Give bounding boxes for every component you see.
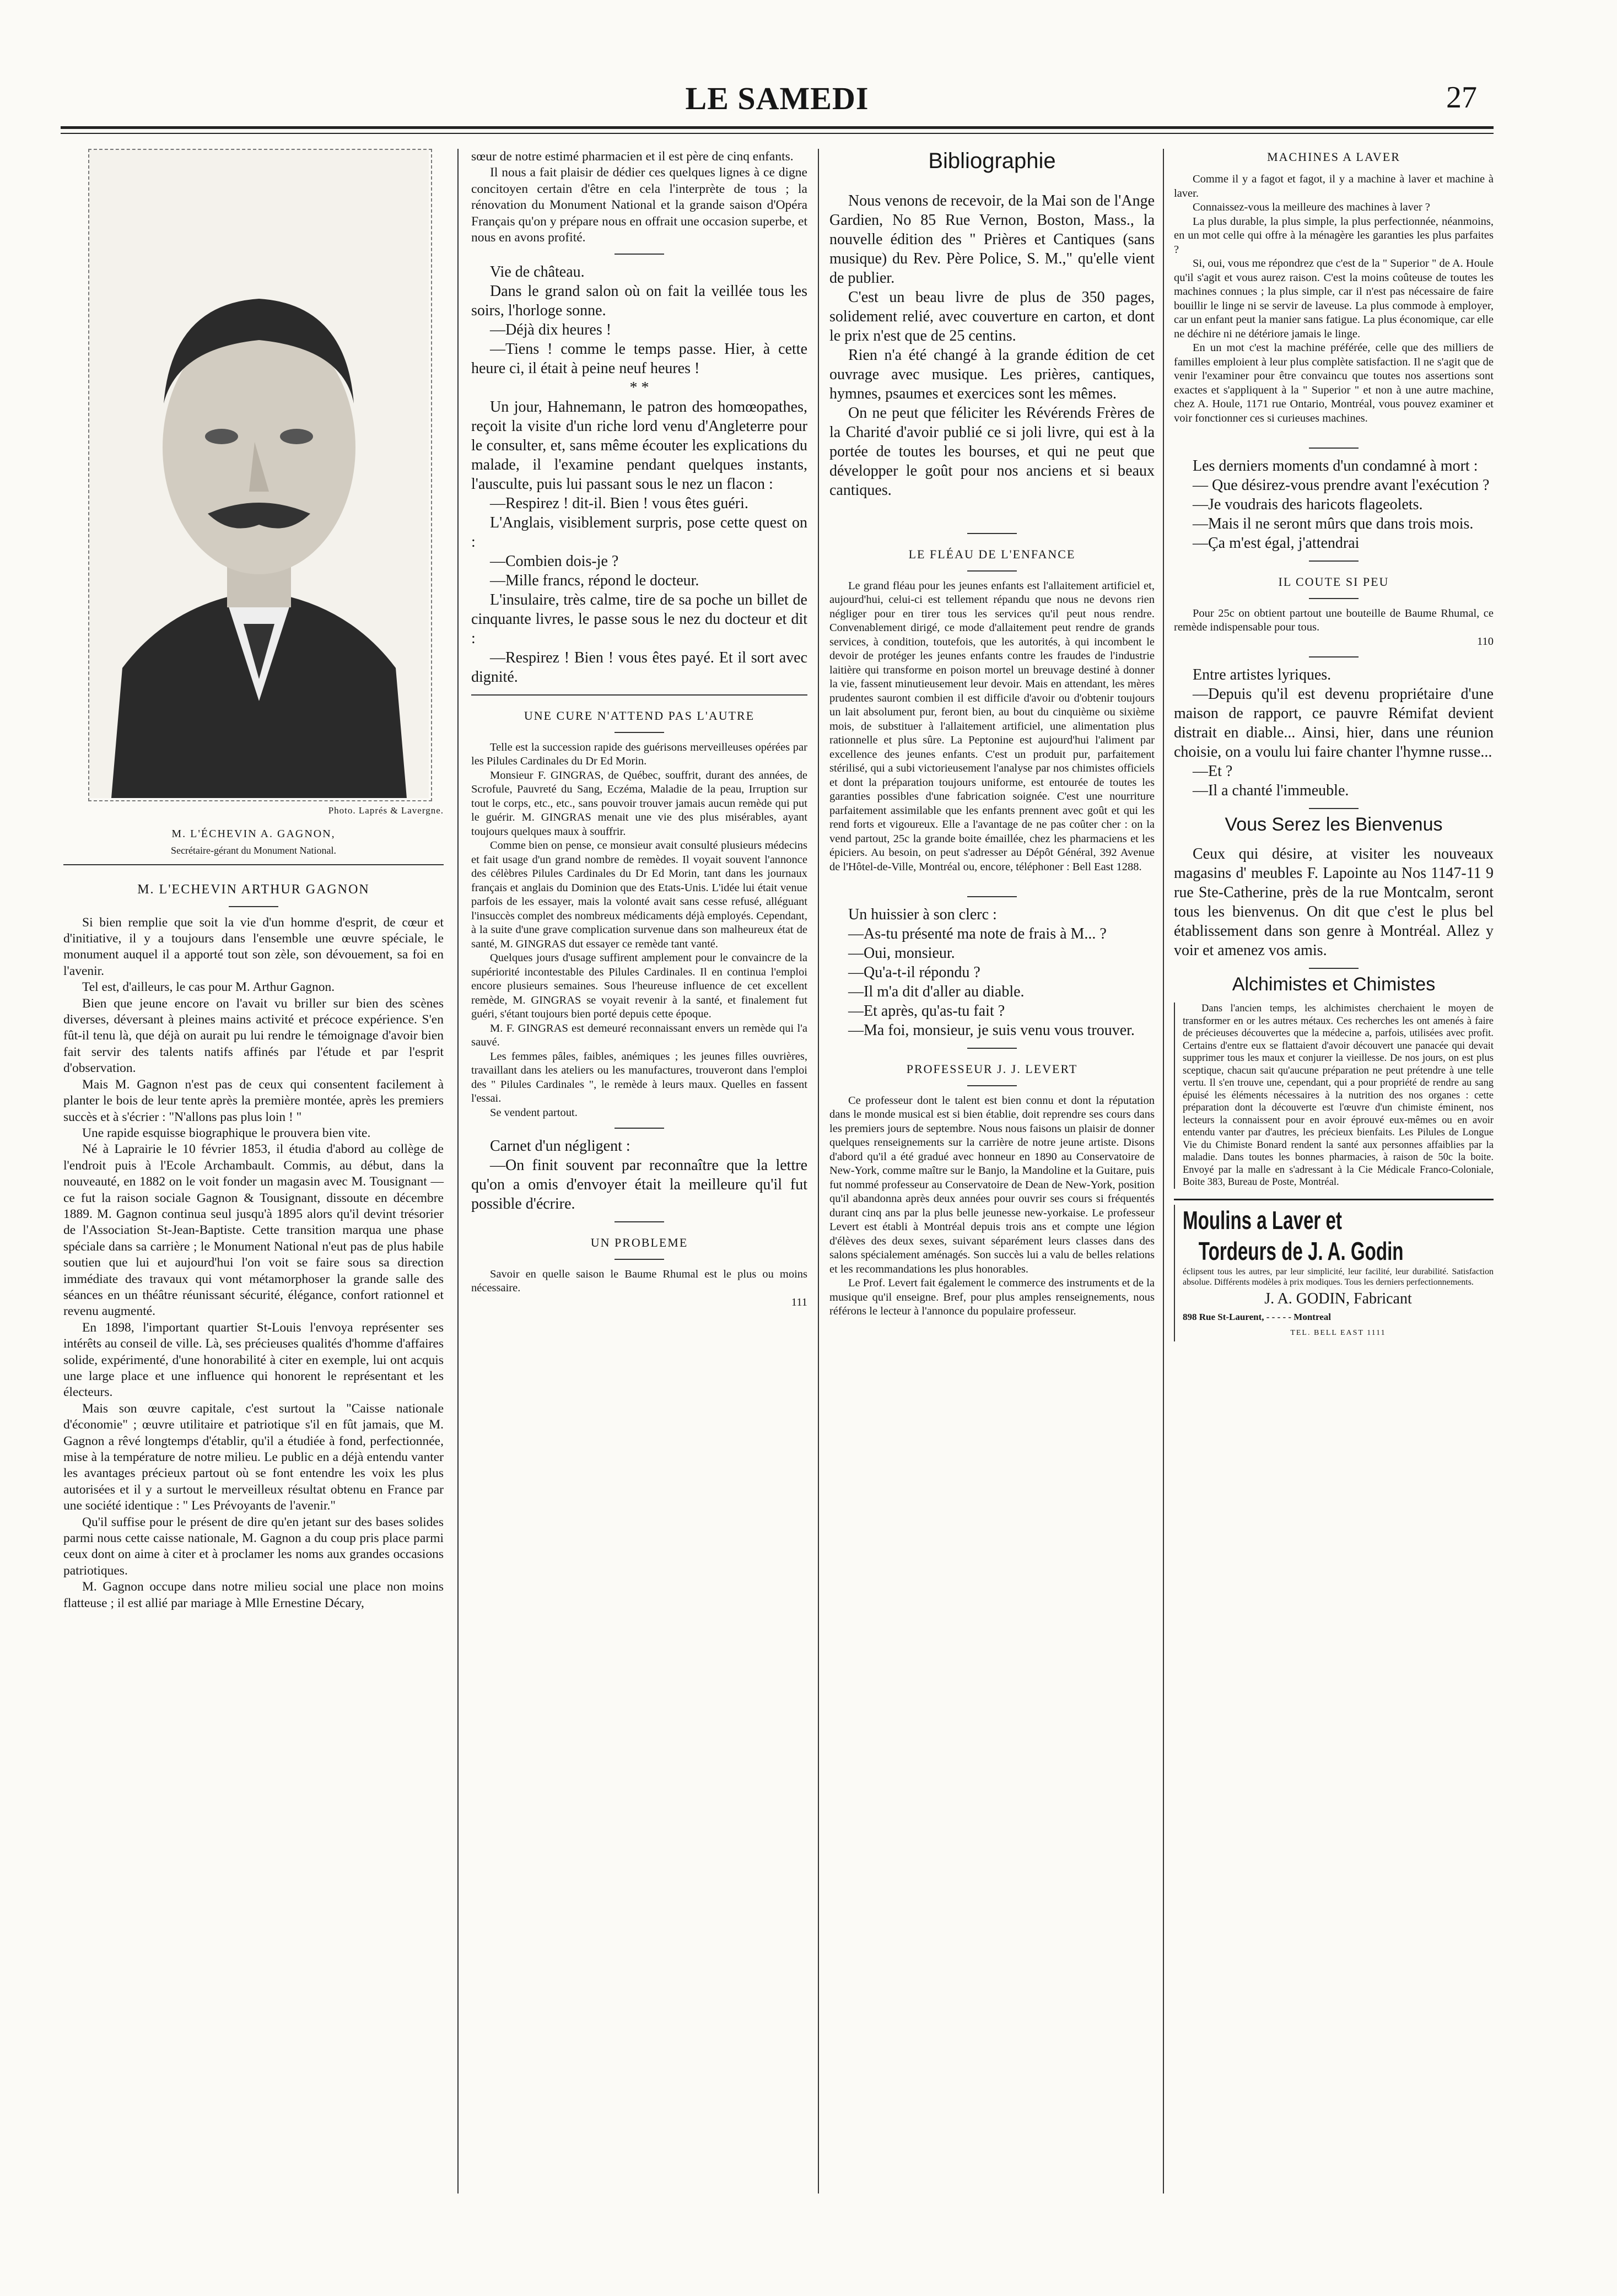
anecdote-carnet xyxy=(471,1136,807,1214)
paragraph: —Mille francs, répond le docteur. xyxy=(490,572,699,590)
column-4 xyxy=(1174,149,1494,1341)
paragraph: Dans le grand salon où on fait la veillée tous les soirs, l'horloge sonne. xyxy=(471,283,807,320)
paragraph: En un mot c'est la machine préférée, celle que des milliers de familles emploient à leur plus complète satisfaction. Il ne s'agit que de venir l'examiner pour être convaincu que toutes nos assertions sont exactes et s'appliquent à la " Superior " et non à une autre machine, chez A. Houle, 1171 rue Ontario, Montréal, vous pouvez examiner et voir fonctionner ces si curieuses machines. xyxy=(1174,342,1494,424)
paragraph: Les femmes pâles, faibles, anémiques ; les jeunes filles ouvrières, travaillant dans les ateliers ou les manufactures, trouveront dans l'emploi des " Pilules Cardinales ", le remède à leurs maux. Quelles en fassent l'essai. xyxy=(471,1050,807,1105)
advert-peptonine xyxy=(829,579,1155,875)
paragraph: Monsieur F. GINGRAS, de Québec, souffrit, durant des années, de Scrofule, Pauvreté du Sang, Eczéma, Maladie de la peau, Irruption sur tout le corps, etc., etc., sans pouvoir trouver jamais aucun remède qui put le guérir. M. GINGRAS menait une vie des plus misérables, ayant toujours quelques maux à souffrir. xyxy=(471,769,807,838)
section-rule xyxy=(229,906,278,907)
paragraph: La plus durable, la plus simple, la plus perfectionnée, néanmoins, en un mot celle qui offre à la ménagère les garanties les plus parfaites ? xyxy=(1174,215,1494,256)
ad-telephone: TEL. BELL EAST 1111 xyxy=(1290,1329,1386,1338)
page-header xyxy=(61,80,1494,141)
paragraph: L'Anglais, visiblement surpris, pose cette quest on : xyxy=(471,514,807,551)
ad-headline: Moulins a Laver et xyxy=(1183,1205,1342,1235)
paragraph: —Qu'a-t-il répondu ? xyxy=(848,964,980,982)
section-rule xyxy=(615,254,664,255)
paragraph: Tel est, d'ailleurs, le cas pour M. Arthur Gagnon. xyxy=(82,980,335,995)
paragraph: Le Prof. Levert fait également le commerce des instruments et de la musique qu'il enseigne. Bref, pour plus amples renseignements, nous référons le lecteur à l'annonce du populaire professeur. xyxy=(829,1277,1155,1318)
paragraph: M. Gagnon occupe dans notre milieu social une place non moins flatteuse ; il est allié par mariage à Mlle Ernestine Décary, xyxy=(63,1580,444,1610)
paragraph: —Il a chanté l'immeuble. xyxy=(1193,782,1349,800)
section-rule xyxy=(1309,598,1359,599)
section-rule xyxy=(1174,1199,1494,1200)
paragraph: Comme bien on pense, ce monsieur avait consulté plusieurs médecins et fait usage d'un grand nombre de remèdes. Il voyait souvent l'annonce des célèbres Pilules Cardinales du Dr Ed Morin, tant dans les journaux français et anglais du Dominion que des Etats-Unis. L'idée lui était venue parfois de les essayer, mais la volonté avait sans cesse refusé, alléguant l'insuccès complet des nombreux médicaments déjà employés. Cependant, à la suite d'une grave complication survenue dans son malheureux état de santé, M. GINGRAS dut essayer ce remède tant vanté. xyxy=(471,839,807,950)
anecdote-chateau xyxy=(471,262,807,687)
paragraph: —Déjà dix heures ! xyxy=(490,321,612,339)
paragraph: Entre artistes lyriques. xyxy=(1193,666,1332,684)
paragraph: Un jour, Hahnemann, le patron des homœopathes, reçoit la visite d'un riche lord venu d'Angleterre pour le consulter, et, sans même écouter les explications du malade, il l'examine pendant quelques instants, l'ausculte, puis lui passant sous le nez un flacon : xyxy=(471,398,807,493)
article-heading: IL COUTE SI PEU xyxy=(1278,575,1389,589)
paragraph: —Ma foi, monsieur, je suis venu vous trouver. xyxy=(848,1022,1135,1039)
column-divider xyxy=(1163,149,1164,2193)
item-number: 110 xyxy=(1477,635,1494,648)
paragraph: Qu'il suffise pour le présent de dire qu'en jetant sur des bases solides parmi nous cette caisse nationale, M. Gagnon a du coup pris place parmi ceux dont on aime à citer et à proclamer les noms aux grandes occasions patriotiques. xyxy=(63,1515,444,1578)
column-1 xyxy=(63,149,444,1611)
paragraph: Si bien remplie que soit la vie d'un homme d'esprit, de cœur et d'initiative, il y a toujours dans l'ensemble une œuvre spéciale, le monument auquel il a apporté tout son zèle, son dévouement, sa foi en l'avenir. xyxy=(63,915,444,978)
column-divider xyxy=(457,149,459,2193)
paragraph: Ce professeur dont le talent est bien connu et dont la réputation dans le monde musical est si bien établie, doit reprendre ses cours dans les premiers jours de septembre. Nous nous faisons un plaisir de donner quelques renseignements sur la carrière de notre jeune artiste. Disons d'abord qu'il a été gradué avec honneur en 1890 au Conservatoire de New-York, comme maître sur le Banjo, la Mandoline et la Guitare, puis fut nommé professeur au Conservatoire de Dean de New-York, position qu'il abandonna après deux années pour ouvrir ses cours si fréquentés durant cinq ans par la plus belle jeunesse new-yorkaise. Le professeur Levert est établi à Montréal depuis trois ans et compte une légion d'élèves des deux sexes, suivant séparément leurs classes dans des salons spécialement aménagés. Son succès lui a valu de belles relations et les recommandations les plus honorables. xyxy=(829,1094,1155,1275)
section-heading: Vous Serez les Bienvenus xyxy=(1225,814,1443,836)
paragraph: Si, oui, vous me répondrez que c'est de la " Superior " de A. Houle qu'il s'agit et vous aurez raison. C'est la moins coûteuse de toutes les machines connues ; la plus simple, car il n'est pas nécessaire de faire bouillir le linge ni se servir de laveuse. La plus commode à employer, car un enfant peut la manier sans fatigue. La plus économique, car elle ne déchire ni ne détériore jamais le linge. xyxy=(1174,257,1494,340)
paragraph: —Ça m'est égal, j'attendrai xyxy=(1193,535,1360,552)
paragraph: Carnet d'un négligent : xyxy=(490,1138,630,1155)
asterism: * * xyxy=(629,379,649,397)
paragraph: Un huissier à son clerc : xyxy=(848,906,997,924)
paragraph: L'insulaire, très calme, tire de sa poche un billet de cinquante livres, le passe sous le nez du docteur et dit : xyxy=(471,591,807,648)
paragraph: Se vendent partout. xyxy=(490,1106,578,1119)
ad-body: éclipsent tous les autres, par leur simplicité, leur facilité, leur durabilité. Satisfaction absolue. Différents modèles à prix modiques. Tous les derniers perfectionnements. xyxy=(1183,1266,1494,1287)
header-rule xyxy=(61,126,1494,129)
section-heading: Bibliographie xyxy=(928,149,1056,173)
paragraph: Connaissez-vous la meilleure des machines à laver ? xyxy=(1193,201,1430,214)
paragraph: —Et ? xyxy=(1193,763,1233,780)
section-rule xyxy=(615,1221,664,1222)
paragraph: Dans l'ancien temps, les alchimistes cherchaient le moyen de transformer en or les autres métaux. Ces recherches les ont amenés à faire de précieuses découvertes que la médecine a, parfois, utilisées avec profit. Certains d'entre eux se flattaient d'avoir découvert une panacée qui devait supprimer tous les maux et conjurer la vieillesse. De nos jours, on est plus sceptique, chacun sait qu'aucune préparation ne peut prétendre à une telle vertu. Il s'en trouve une, cependant, qui a pour propriété de rendre au sang épuisé les éléments nécessaires à la nutrition des nos organes : cette préparation dont la découverte est l'œuvre d'un chimiste éminent, nos lecteurs la connaissent pour en avoir éprouvé eux-mêmes ou en avoir entendu vanter par d'autres, les précieux bienfaits. Les Pilules de Longue Vie du Chimiste Bonard rendent la santé aux personnes affaiblies par la maladie. Dans toutes les bonnes pharmacies, à raison de 50c la boite. Envoyé par la malle en s'adressant à la Cie Médicale Franco-Coloniale, Boite 383, Bureau de Poste, Montréal. xyxy=(1183,1003,1494,1188)
paragraph: Mais son œuvre capitale, c'est surtout la "Caisse nationale d'économie" ; œuvre utilitaire et patriotique s'il en fût jamais, que M. Gagnon a rêvé longtemps d'établir, qu'il a étudiée à fond, perfectionnée, mise à la température de notre milieu. Le public en a déjà entendu vanter les avantages précieux partout où se font entendre les voix les plus autorisées et il y a surtout le merveilleux résultat obtenu en France par une société identique : " Les Prévoyants de l'avenir." xyxy=(63,1401,444,1513)
paragraph: Ceux qui désire, at visiter les nouveaux magasins d' meubles F. Lapointe au Nos 1147-11 9 rue Ste-Catherine, près de la rue Montcalm, seront tous les bienvenus. On dit que c'est le plus bel établissement dans son genre à Montréal. Allez y voir et amenez vos amis. xyxy=(1174,845,1494,959)
advert-alchimistes xyxy=(1174,1003,1494,1189)
paragraph: — Que désirez-vous prendre avant l'exécution ? xyxy=(1193,477,1490,494)
section-rule xyxy=(615,1259,664,1260)
section-rule xyxy=(1309,448,1359,449)
portrait-image xyxy=(89,150,429,798)
ad-headline: Tordeurs de J. A. Godin xyxy=(1198,1236,1404,1265)
section-rule xyxy=(967,1048,1017,1049)
section-rule xyxy=(1309,808,1359,809)
advert-cure xyxy=(471,741,807,1120)
paragraph: —On finit souvent par reconnaître que la lettre qu'on a omis d'envoyer était la meilleure qu'il fut possible d'écrire. xyxy=(471,1157,807,1213)
anecdote-artistes xyxy=(1174,665,1494,800)
section-rule xyxy=(615,1128,664,1129)
article-heading: LE FLÉAU DE L'ENFANCE xyxy=(908,547,1076,562)
article-heading: UNE CURE N'ATTEND PAS L'AUTRE xyxy=(524,709,755,723)
paragraph: —Et après, qu'as-tu fait ? xyxy=(848,1003,1005,1020)
paragraph: —Respirez ! Bien ! vous êtes payé. Et il sort avec dignité. xyxy=(471,649,807,686)
paragraph: Le grand fléau pour les jeunes enfants est l'allaitement artificiel et, aujourd'hui, celui-ci est tellement répandu que nous ne devons rien négliger pour en tirer tous les services qu'il peut nous rendre. Convenablement dirigé, ce mode d'allaitement peut rendre de grands services, à condition, toutefois, que les autorités, à qui incombent le devoir de protéger les jeunes enfants contre les fraudes de l'industrie laitière qui transforme en poison mortel un breuvage destiné à donner la vie, fassent minutieusement leur devoir. Mais en attendant, les mères prudentes sauront combien il est difficile d'avoir ou d'obtenir toujours un lait absolument pur, feront bien, au bout du cinquième ou sixième mois, de substituer à l'allaitement artificiel, une alimentation plus rationnelle et plus sûre. La Peptonine est aujourd'hui l'aliment par excellence des jeunes enfants. C'est un produit pur, parfaitement stérilisé, qui a subi victorieusement l'analyse par nos chimistes officiels et dont la préparation toujours uniforme, est entourée de toutes les garanties possibles d'une fabrication soignée. C'est une nourriture parfaitement assimilable que les enfants prennent avec goût et qui les rend forts et vigoureux. Elle a l'avantage de ne pas coûter cher : on la vend partout, 25c la grande boite émaillée, chez les pharmaciens et les épiciers. Au besoin, on peut s'adresser au Dépôt Général, 392 Avenue de l'Hôtel-de-Ville, Montréal ou, encore, téléphoner : Bell East 1288. xyxy=(829,579,1155,873)
paragraph: —Combien dois-je ? xyxy=(490,553,619,570)
article-body xyxy=(63,915,444,1611)
paragraph: Telle est la succession rapide des guérisons merveilleuses opérées par les Pilules Cardinales du Dr Ed Morin. xyxy=(471,741,807,768)
item-number: 111 xyxy=(791,1296,807,1308)
paragraph: Bien que jeune encore on l'avait vu briller sur bien des scènes diverses, déversant à pleines mains activité et précoce expérience. S'en fût-il tenu là, que déjà on aurait pu lui rendre le témoignage d'avoir bien fait servir des talents natifs affinés par l'étude et par l'esprit d'observation. xyxy=(63,996,444,1076)
newspaper-title: LE SAMEDI xyxy=(685,80,869,116)
article-levert xyxy=(829,1094,1155,1319)
article-heading: PROFESSEUR J. J. LEVERT xyxy=(906,1062,1078,1076)
paragraph: Pour 25c on obtient partout une bouteille de Baume Rhumal, ce remède indispensable pour tous. xyxy=(1174,607,1494,634)
paragraph: —Il m'a dit d'aller au diable. xyxy=(848,983,1025,1001)
paragraph: —As-tu présenté ma note de frais à M... ? xyxy=(848,925,1107,943)
paragraph: On ne peut que féliciter les Révérends Frères de la Charité d'avoir publié ce si joli livre, qui est à la portée de toutes les bourses, et qui ne peut que développer le goût pour nos anciens et si beaux cantiques. xyxy=(829,405,1155,499)
ad-address: 898 Rue St-Laurent, - - - - - Montreal xyxy=(1183,1312,1331,1323)
paragraph: —Respirez ! dit-il. Bien ! vous êtes guéri. xyxy=(490,495,748,513)
paragraph: En 1898, l'important quartier St-Louis l'envoya représenter ses intérêts au conseil de ville. Là, ses précieuses qualités d'homme d'affaires solide, expérimenté, d'une honorabilité à citer en exemple, lui ont acquis une large place et une influence qui honorent le représentant et les électeurs. xyxy=(63,1320,444,1400)
paragraph: —Mais il ne seront mûrs que dans trois mois. xyxy=(1193,515,1474,533)
paragraph: Vie de château. xyxy=(490,263,585,281)
paragraph: Les derniers moments d'un condamné à mort : xyxy=(1193,457,1478,475)
section-rule xyxy=(63,864,444,865)
paragraph: —Oui, monsieur. xyxy=(848,945,955,962)
paragraph: Né à Laprairie le 10 février 1853, il étudia d'abord au collège de l'endroit puis à l'Ecole Archambault. Commis, au début, dans la nouveauté, en 1882 on le voit fonder un magasin avec M. Tousignant — ce fut la raison sociale Gagnon & Tousignant, dissoute en décembre 1889. M. Gagnon continua seul jusqu'à 1895 alors qu'il devint trésorier de l'Association St-Jean-Baptiste. Cette transition marqua une phase spéciale dans sa carrière ; le Monument National n'eut pas de plus habile soutien que lui et aujourd'hui l'on voit se faire sous sa direction immédiate des travaux qui vont métamorphoser la grande salle des séances en un théâtre réunissant sécurité, élégance, confort rationnel et revenu augmenté. xyxy=(63,1142,444,1319)
photo-credit: Photo. Laprés & Lavergne. xyxy=(328,805,444,816)
column-3 xyxy=(829,149,1155,1319)
paragraph: Il nous a fait plaisir de dédier ces quelques lignes à ce digne concitoyen certain d'être en cela l'interprète de tous ; la rénovation du Monument National et la grande saison d'Opéra Français qu'on y prépare nous en offrait une occasion superbe, et nous en avons profité. xyxy=(471,165,807,245)
paragraph: Savoir en quelle saison le Baume Rhumal est le plus ou moins nécessaire. xyxy=(471,1268,807,1295)
paragraph: Comme il y a fagot et fagot, il y a machine à laver et machine à laver. xyxy=(1174,173,1494,200)
anecdote-huissier xyxy=(829,905,1155,1040)
paragraph: Mais M. Gagnon n'est pas de ceux qui consentent facilement à planter le bois de leur tente après la première montée, après les premiers succès et à s'écrier : "N'allons pas plus loin ! " xyxy=(63,1077,444,1124)
section-heading: Alchimistes et Chimistes xyxy=(1232,973,1436,995)
article-heading: MACHINES A LAVER xyxy=(1267,150,1400,164)
header-rule-thin xyxy=(61,133,1494,134)
advert-machines xyxy=(1174,173,1494,425)
article-heading: M. L'ECHEVIN ARTHUR GAGNON xyxy=(137,882,370,897)
paragraph: Une rapide esquisse biographique le prouvera bien vite. xyxy=(82,1125,371,1140)
section-rule xyxy=(967,570,1017,572)
photo-caption-role: Secrétaire-gérant du Monument National. xyxy=(171,844,336,856)
paragraph: C'est un beau livre de plus de 350 pages, solidement relié, avec couverture en carton, et dont le prix n'est que de 25 centins. xyxy=(829,289,1155,345)
paragraph: Quelques jours d'usage suffirent amplement pour le convaincre de la supériorité incontestable des Pilules Cardinales. Il en continua l'emploi encore plusieurs semaines. Sous l'heureuse influence de cet excellent remède, M. GINGRAS se voyait revenir à la santé, et finalement fut guéri, s'étant toujours bien porté depuis cette époque. xyxy=(471,952,807,1021)
paragraph: —Je voudrais des haricots flageolets. xyxy=(1193,496,1423,514)
paragraph: M. F. GINGRAS est demeuré reconnaissant envers un remède qui l'a sauvé. xyxy=(471,1022,807,1049)
advert-godin xyxy=(1174,1205,1494,1341)
paragraph: —Tiens ! comme le temps passe. Hier, à cette heure ci, il était à peine neuf heures ! xyxy=(471,341,807,378)
portrait-photo xyxy=(63,149,444,799)
article-heading: UN PROBLEME xyxy=(590,1236,688,1250)
page-number: 27 xyxy=(1446,80,1477,115)
section-rule xyxy=(967,896,1017,897)
section-rule xyxy=(1309,560,1359,562)
paragraph: Nous venons de recevoir, de la Mai son de l'Ange Gardien, No 85 Rue Vernon, Boston, Mass., la nouvelle édition des " Prières et Cantiques (sans musique) du Rev. Père Police, S. M.," qu'elle vient de publier. xyxy=(829,192,1155,287)
column-divider xyxy=(818,149,819,2193)
section-rule xyxy=(1309,656,1359,657)
ad-company: J. A. GODIN, Fabricant xyxy=(1264,1290,1412,1307)
column-2 xyxy=(471,149,807,1309)
anecdote-condamne xyxy=(1174,456,1494,553)
section-rule xyxy=(471,694,807,696)
section-rule xyxy=(967,533,1017,534)
section-rule xyxy=(1309,968,1359,969)
section-rule xyxy=(967,1085,1017,1086)
section-rule xyxy=(615,732,664,733)
paragraph: Rien n'a été changé à la grande édition de cet ouvrage avec musique. Les prières, cantiques, hymnes, psaumes et exercices sont les mêmes. xyxy=(829,347,1155,403)
paragraph: —Depuis qu'il est devenu propriétaire d'une maison de rapport, ce pauvre Rémifat devient distrait en diable... Ainsi, hier, dans une réunion choisie, on a voulu lui faire chanter l'hymne russe... xyxy=(1174,686,1494,761)
photo-caption-name: M. L'ÉCHEVIN A. GAGNON, xyxy=(171,828,336,840)
paragraph: sœur de notre estimé pharmacien et il est père de cinq enfants. xyxy=(471,149,794,164)
article-bibliographie xyxy=(829,191,1155,500)
